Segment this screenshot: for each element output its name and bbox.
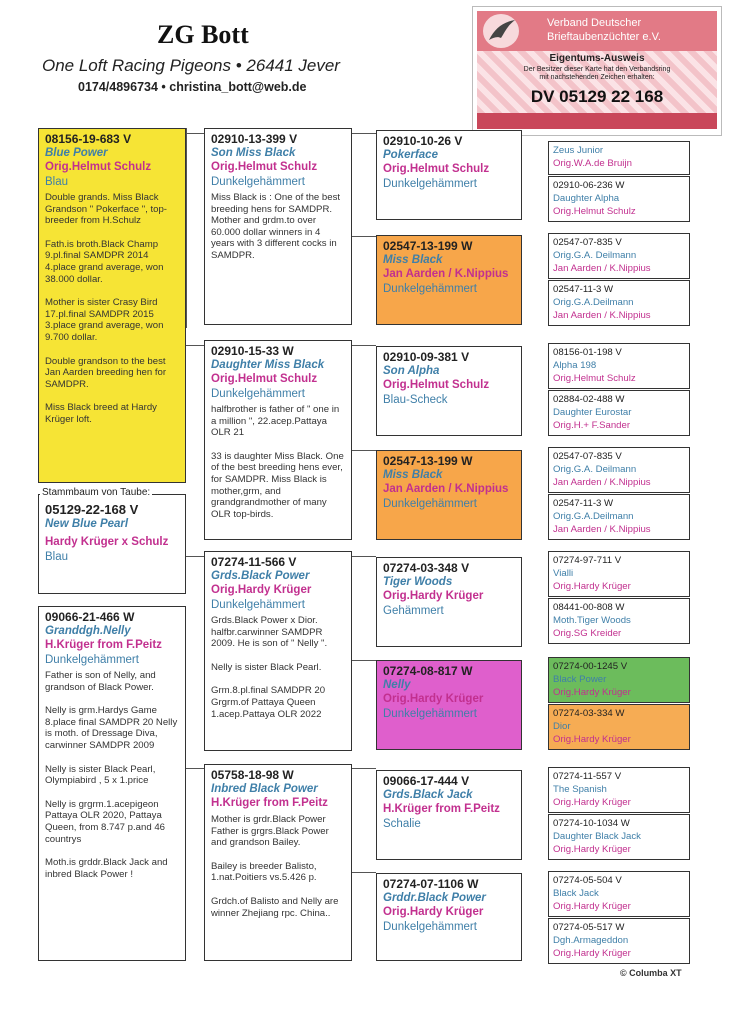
gen3-6-code: 07274-08-817 W xyxy=(383,664,473,678)
gen2-2-name: Daughter Miss Black xyxy=(211,359,325,371)
gen4-14-name: Daughter Black Jack xyxy=(553,831,641,842)
gen2-3-color: Dunkelgehämmert xyxy=(211,599,305,611)
gen4-13-name: The Spanish xyxy=(553,784,607,795)
ownership-card xyxy=(472,6,722,136)
mother-name: Granddgh.Nelly xyxy=(45,625,131,637)
org-line2: Brieftaubenzüchter e.V. xyxy=(547,31,661,43)
gen2-2-color: Dunkelgehämmert xyxy=(211,388,305,400)
dove-logo-icon xyxy=(483,14,519,48)
gen4-7-name: Orig.G.A. Deilmann xyxy=(553,464,637,475)
gen4-5-breeder: Orig.Helmut Schulz xyxy=(553,373,636,384)
gen2-3-desc-3: Grm.8.pl.final SAMDPR 20 Grgrm.of Pattaya Queen 1.acep.Pattaya OLR 2022 xyxy=(211,685,326,720)
gen3-card-8[interactable] xyxy=(376,873,522,961)
stammbaum-label: Stammbaum von Taube: xyxy=(42,487,151,498)
gen3-7-color: Schalie xyxy=(383,818,421,830)
gen4-card-4[interactable] xyxy=(548,280,690,326)
gen3-4-color: Dunkelgehämmert xyxy=(383,498,477,510)
gen3-card-1[interactable] xyxy=(376,130,522,220)
gen3-5-code: 07274-03-348 V xyxy=(383,561,470,575)
father-code: 08156-19-683 V xyxy=(45,132,132,146)
gen4-6-breeder: Orig.H.+ F.Sander xyxy=(553,420,631,431)
gen4-6-name: Daughter Eurostar xyxy=(553,407,632,418)
gen3-card-4[interactable] xyxy=(376,450,522,540)
father-desc-2: Fath.is broth.Black Champ 9.pl.final SAMDPR 2014 4.place grand average, won 38.000 dollar. xyxy=(45,238,164,285)
gen3-card-3[interactable] xyxy=(376,346,522,436)
gen4-card-2[interactable] xyxy=(548,176,690,222)
gen4-9-breeder: Orig.Hardy Krüger xyxy=(553,581,631,592)
gen3-card-6[interactable] xyxy=(376,660,522,750)
gen4-card-9[interactable] xyxy=(548,551,690,597)
father-name: Blue Power xyxy=(45,147,108,159)
gen2-4-desc-3: Grdch.of Balisto and Nelly are winner Zhejiang rpc. China.. xyxy=(211,895,339,919)
gen4-card-7[interactable] xyxy=(548,447,690,493)
gen2-4-code: 05758-18-98 W xyxy=(211,768,294,782)
gen4-16-name: Dgh.Armageddon xyxy=(553,935,629,946)
contact-line: 0174/4896734 • christina_bott@web.de xyxy=(78,80,307,94)
gen2-3-code: 07274-11-566 V xyxy=(211,555,297,569)
gen3-card-7[interactable] xyxy=(376,770,522,860)
gen3-2-name: Miss Black xyxy=(383,254,443,266)
gen3-4-breeder: Jan Aarden / K.Nippius xyxy=(383,483,509,495)
subject-card[interactable] xyxy=(38,494,186,594)
gen4-11-name: Black Power xyxy=(553,674,607,685)
gen4-9-name: Vialli xyxy=(553,568,574,579)
gen4-7-code: 02547-07-835 V xyxy=(553,451,622,462)
gen2-card-1[interactable] xyxy=(204,128,352,325)
father-breeder: Orig.Helmut Schulz xyxy=(45,161,152,173)
gen2-4-desc-1: Mother is grdr.Black Power Father is grgrs.Black Power and grandson Bailey. xyxy=(211,814,329,849)
ring-number: DV 05129 22 168 xyxy=(530,87,664,106)
gen3-5-color: Gehämmert xyxy=(383,605,444,617)
gen4-card-14[interactable] xyxy=(548,814,690,860)
gen2-1-breeder: Orig.Helmut Schulz xyxy=(211,161,318,173)
gen2-3-desc-2: Nelly is sister Black Pearl. xyxy=(211,661,322,673)
gen4-14-breeder: Orig.Hardy Krüger xyxy=(553,844,631,855)
gen3-7-breeder: H.Krüger from F.Peitz xyxy=(383,803,500,815)
gen3-5-breeder: Orig.Hardy Krüger xyxy=(383,590,484,602)
gen4-15-breeder: Orig.Hardy Krüger xyxy=(553,901,631,912)
gen4-11-code: 07274-00-1245 V xyxy=(553,661,628,672)
gen4-2-code: 02910-06-236 W xyxy=(553,180,625,191)
gen4-2-name: Daughter Alpha xyxy=(553,193,620,204)
father-desc-1: Double grands. Miss Black Grandson " Pokerface ", top-breeder from H.Schulz xyxy=(45,192,167,227)
subject-name: New Blue Pearl xyxy=(45,518,129,530)
gen3-8-name: Grddr.Black Power xyxy=(383,892,486,904)
gen4-8-code: 02547-11-3 W xyxy=(553,498,614,509)
father-desc-5: Miss Black breed at Hardy Krüger loft. xyxy=(45,402,157,425)
gen3-8-code: 07274-07-1106 W xyxy=(383,877,479,891)
gen4-1-name: Zeus Junior xyxy=(553,145,604,156)
gen4-card-12[interactable] xyxy=(548,704,690,750)
mother-code: 09066-21-466 W xyxy=(45,610,135,624)
card-heading: Eigentums-Ausweis xyxy=(549,53,645,64)
father-card[interactable] xyxy=(38,128,186,483)
gen4-6-code: 02884-02-488 W xyxy=(553,394,625,405)
gen4-16-code: 07274-05-517 W xyxy=(553,922,625,933)
mother-desc-1: Father is son of Nelly, and grandson of Black Power. xyxy=(45,670,156,693)
gen3-7-name: Grds.Black Jack xyxy=(383,789,473,801)
gen4-12-name: Dior xyxy=(553,721,571,732)
father-desc-4: Double grandson to the best Jan Aarden breeding hen for SAMDPR. xyxy=(45,355,167,390)
mother-card[interactable] xyxy=(38,606,186,961)
gen3-8-color: Dunkelgehämmert xyxy=(383,921,477,933)
card-text2: mit nachstehenden Zeichen erhalten: xyxy=(539,74,655,81)
gen3-1-code: 02910-10-26 V xyxy=(383,134,463,148)
mother-breeder: H.Krüger from F.Peitz xyxy=(45,639,162,651)
gen4-12-breeder: Orig.Hardy Krüger xyxy=(553,734,631,745)
org-line1: Verband Deutscher xyxy=(547,17,642,29)
subject-color: Blau xyxy=(45,551,69,563)
gen4-card-15[interactable] xyxy=(548,871,690,917)
father-color: Blau xyxy=(45,176,69,188)
gen4-15-code: 07274-05-504 V xyxy=(553,875,622,886)
gen2-2-code: 02910-15-33 W xyxy=(211,344,294,358)
gen2-3-name: Grds.Black Power xyxy=(211,570,310,582)
gen4-10-code: 08441-00-808 W xyxy=(553,602,625,613)
gen3-3-name: Son Alpha xyxy=(383,365,440,377)
gen4-13-breeder: Orig.Hardy Krüger xyxy=(553,797,631,808)
gen4-16-breeder: Orig.Hardy Krüger xyxy=(553,948,631,959)
gen2-card-2[interactable] xyxy=(204,340,352,540)
gen4-14-code: 07274-10-1034 W xyxy=(553,818,630,829)
gen2-card-3[interactable] xyxy=(204,551,352,751)
gen4-card-5[interactable] xyxy=(548,343,690,389)
gen3-4-code: 02547-13-199 W xyxy=(383,454,473,468)
gen2-2-breeder: Orig.Helmut Schulz xyxy=(211,373,318,385)
gen2-4-desc-2: Bailey is breeder Balisto, 1.nat.Poitiers vs.5.426 p. xyxy=(211,860,317,884)
gen3-2-breeder: Jan Aarden / K.Nippius xyxy=(383,268,509,280)
gen4-2-breeder: Orig.Helmut Schulz xyxy=(553,206,636,217)
gen4-card-8[interactable] xyxy=(548,494,690,540)
gen2-4-breeder: H.Krüger from F.Peitz xyxy=(211,797,328,809)
gen3-7-code: 09066-17-444 V xyxy=(383,774,470,788)
page-title: ZG Bott xyxy=(157,20,249,49)
gen2-1-name: Son Miss Black xyxy=(211,147,296,159)
gen3-3-color: Blau-Scheck xyxy=(383,394,448,406)
page-subtitle: One Loft Racing Pigeons • 26441 Jever xyxy=(42,56,340,75)
gen3-1-name: Pokerface xyxy=(383,149,438,161)
gen3-6-name: Nelly xyxy=(383,679,411,691)
gen4-card-1[interactable] xyxy=(548,141,690,175)
gen4-12-code: 07274-03-334 W xyxy=(553,708,625,719)
gen4-4-breeder: Jan Aarden / K.Nippius xyxy=(553,310,651,321)
gen4-15-name: Black Jack xyxy=(553,888,599,899)
footer-copyright: © Columba XT xyxy=(620,968,682,978)
subject-code: 05129-22-168 V xyxy=(45,502,139,517)
mother-desc-5: Moth.is grddr.Black Jack and inbred Black Power ! xyxy=(45,857,168,880)
gen4-5-code: 08156-01-198 V xyxy=(553,347,622,358)
mother-desc-4: Nelly is grgrm.1.acepigeon Pattaya OLR 2020, Pattaya Queen, from 8.747 p.and 46 countrys xyxy=(45,798,166,845)
gen4-5-name: Alpha 198 xyxy=(553,360,597,371)
gen3-6-breeder: Orig.Hardy Krüger xyxy=(383,693,484,705)
mother-color: Dunkelgehämmert xyxy=(45,654,139,666)
gen3-2-color: Dunkelgehämmert xyxy=(383,283,477,295)
father-desc-3: Mother is sister Crasy Bird 17.pl.final SAMDPR 2015 3.place grand average, won 9.700 dollar. xyxy=(45,297,164,343)
gen2-1-desc-1: Miss Black is : One of the best breeding hens for SAMDPR. Mother and grdm.to over 60.000 dollar winners in 4 years with 3 different cocks in SAMDPR. xyxy=(211,192,341,261)
gen4-card-13[interactable] xyxy=(548,767,690,813)
gen4-4-code: 02547-11-3 W xyxy=(553,284,614,295)
gen4-10-breeder: Orig.SG Kreider xyxy=(553,628,622,639)
mother-desc-3: Nelly is sister Black Pearl, Olympiabird , 5 x 1.price xyxy=(45,763,156,787)
gen4-card-10[interactable] xyxy=(548,598,690,644)
gen4-8-name: Orig.G.A.Deilmann xyxy=(553,511,634,522)
gen4-card-11[interactable] xyxy=(548,657,690,703)
gen3-card-5[interactable] xyxy=(376,557,522,647)
gen3-5-name: Tiger Woods xyxy=(383,576,453,588)
gen2-4-name: Inbred Black Power xyxy=(211,783,318,795)
gen2-2-desc-2: 33 is daughter Miss Black. One of the best breeding hens ever, for SAMDPR. Miss Black is mother,grm, and grandgrandmother of many OLR top-birds. xyxy=(211,450,344,520)
gen3-3-code: 02910-09-381 V xyxy=(383,350,470,364)
gen4-4-name: Orig.G.A.Deilmann xyxy=(553,297,634,308)
gen4-3-code: 02547-07-835 V xyxy=(553,237,622,248)
gen4-13-code: 07274-11-557 V xyxy=(553,771,622,782)
gen3-1-breeder: Orig.Helmut Schulz xyxy=(383,163,490,175)
subject-breeder: Hardy Krüger x Schulz xyxy=(45,536,169,548)
gen4-11-breeder: Orig.Hardy Krüger xyxy=(553,687,631,698)
gen4-card-6[interactable] xyxy=(548,390,690,436)
gen2-1-code: 02910-13-399 V xyxy=(211,132,298,146)
gen3-6-color: Dunkelgehämmert xyxy=(383,708,477,720)
gen4-7-breeder: Jan Aarden / K.Nippius xyxy=(553,477,651,488)
gen2-2-desc-1: halfbrother is father of " one in a million ", 22.acep.Pattaya OLR 21 xyxy=(211,404,340,439)
gen4-8-breeder: Jan Aarden / K.Nippius xyxy=(553,524,651,535)
gen3-4-name: Miss Black xyxy=(383,469,443,481)
gen4-card-3[interactable] xyxy=(548,233,690,279)
gen4-1-breeder: Orig.W.A.de Bruijn xyxy=(553,158,632,169)
gen3-8-breeder: Orig.Hardy Krüger xyxy=(383,906,484,918)
gen2-3-breeder: Orig.Hardy Krüger xyxy=(211,584,312,596)
gen4-3-name: Orig.G.A. Deilmann xyxy=(553,250,637,261)
mother-desc-2: Nelly is grm.Hardys Game 8.place final SAMDPR 20 Nelly is moth. of Dressage Diva, carwinner SAMDPR 2009 xyxy=(45,705,178,751)
gen3-2-code: 02547-13-199 W xyxy=(383,239,473,253)
gen3-card-2[interactable] xyxy=(376,235,522,325)
gen2-card-4[interactable] xyxy=(204,764,352,961)
gen4-card-16[interactable] xyxy=(548,918,690,964)
gen3-3-breeder: Orig.Helmut Schulz xyxy=(383,379,490,391)
gen3-1-color: Dunkelgehämmert xyxy=(383,178,477,190)
gen2-1-color: Dunkelgehämmert xyxy=(211,176,305,188)
card-text1: Der Besitzer dieser Karte hat den Verbandsring xyxy=(523,66,671,73)
gen2-3-desc-1: Grds.Black Power x Dior. halfbr.carwinner SAMDPR 2009. He is son of " Nelly ". xyxy=(211,615,328,650)
gen4-3-breeder: Jan Aarden / K.Nippius xyxy=(553,263,651,274)
gen4-10-name: Moth.Tiger Woods xyxy=(553,615,631,626)
gen4-9-code: 07274-97-711 V xyxy=(553,555,622,566)
